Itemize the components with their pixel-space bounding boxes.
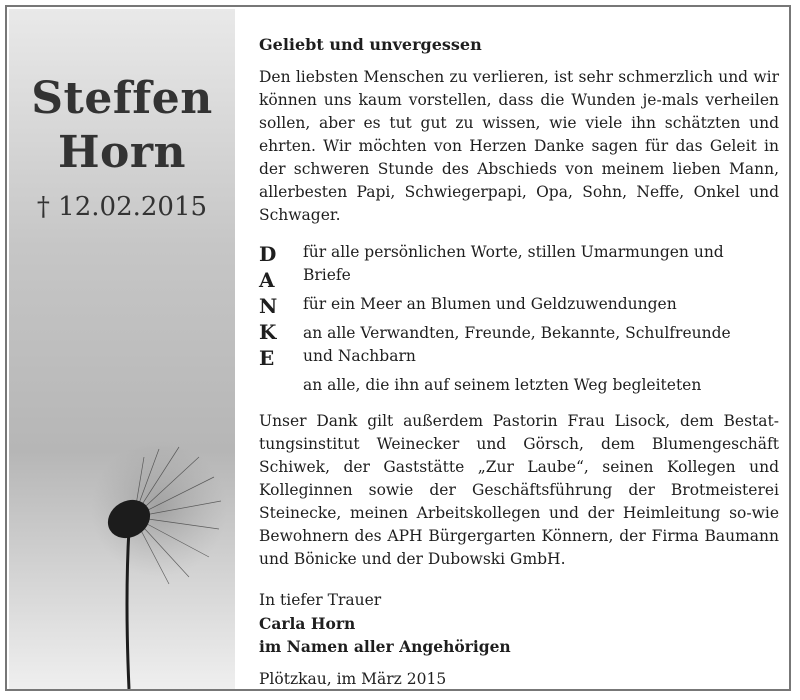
signoff-line: In tiefer Trauer xyxy=(259,591,382,609)
first-name: Steffen xyxy=(31,73,213,124)
danke-item: für ein Meer an Blumen und Geldzuwendungen xyxy=(303,295,677,313)
danke-item: an alle Verwandten, Freunde, Bekannte, Schulfreunde und Nachbarn xyxy=(303,324,731,365)
signoff-name: Carla Horn xyxy=(259,614,356,633)
danke-item: an alle, die ihn auf seinem letzten Weg begleiteten xyxy=(303,376,702,394)
dandelion-icon xyxy=(49,439,229,689)
thanks-paragraph: Unser Dank gilt außerdem Pastorin Frau Lisock, dem Bestat-tungsinstitut Weinecker und Görsch, dem Blumengeschäft Schiwek, der Gaststätte „Zur Laube“, seinen Kollegen und Kolleginnen sowie der Geschäftsführung der Brotmeisterei Steinecke, meinen Arbeitskollegen und der Heimleitung so-wie Bewohnern des APH Bürgergarten Könnern, der Firma Baumann und Bönicke und der Dubowski GmbH. xyxy=(259,412,779,568)
danke-items xyxy=(303,241,763,397)
signoff xyxy=(259,589,779,658)
danke-letters xyxy=(259,241,283,371)
death-date: † 12.02.2015 xyxy=(36,192,208,222)
danke-letter: A xyxy=(259,268,275,292)
danke-letter: D xyxy=(259,242,277,266)
signoff-family: im Namen aller Angehörigen xyxy=(259,637,511,656)
last-name: Horn xyxy=(57,127,187,178)
obituary-notice xyxy=(5,5,791,691)
danke-item: für alle persönlichen Worte, stillen Umarmungen und Briefe xyxy=(303,243,724,284)
memorial-side-panel xyxy=(9,9,235,689)
danke-letter: K xyxy=(259,320,277,344)
notice-heading: Geliebt und unvergessen xyxy=(259,35,482,54)
place-date: Plötzkau, im März 2015 xyxy=(259,670,447,688)
danke-section xyxy=(259,241,779,396)
intro-paragraph: Den liebsten Menschen zu verlieren, ist sehr schmerzlich und wir können uns kaum vorstellen, dass die Wunden je-mals verheilen sollen, aber es tut gut zu wissen, wie viele ihn schätzten und ehrten. Wir möchten von Herzen Danke sagen für das Geleit in der schweren Stunde des Abschieds von meinem lieben Mann, allerbesten Papi, Schwiegerpapi, Opa, Sohn, Neffe, Onkel und Schwager. xyxy=(259,68,779,224)
danke-letter: E xyxy=(259,346,275,370)
notice-text xyxy=(259,33,779,691)
danke-letter: N xyxy=(259,294,278,318)
